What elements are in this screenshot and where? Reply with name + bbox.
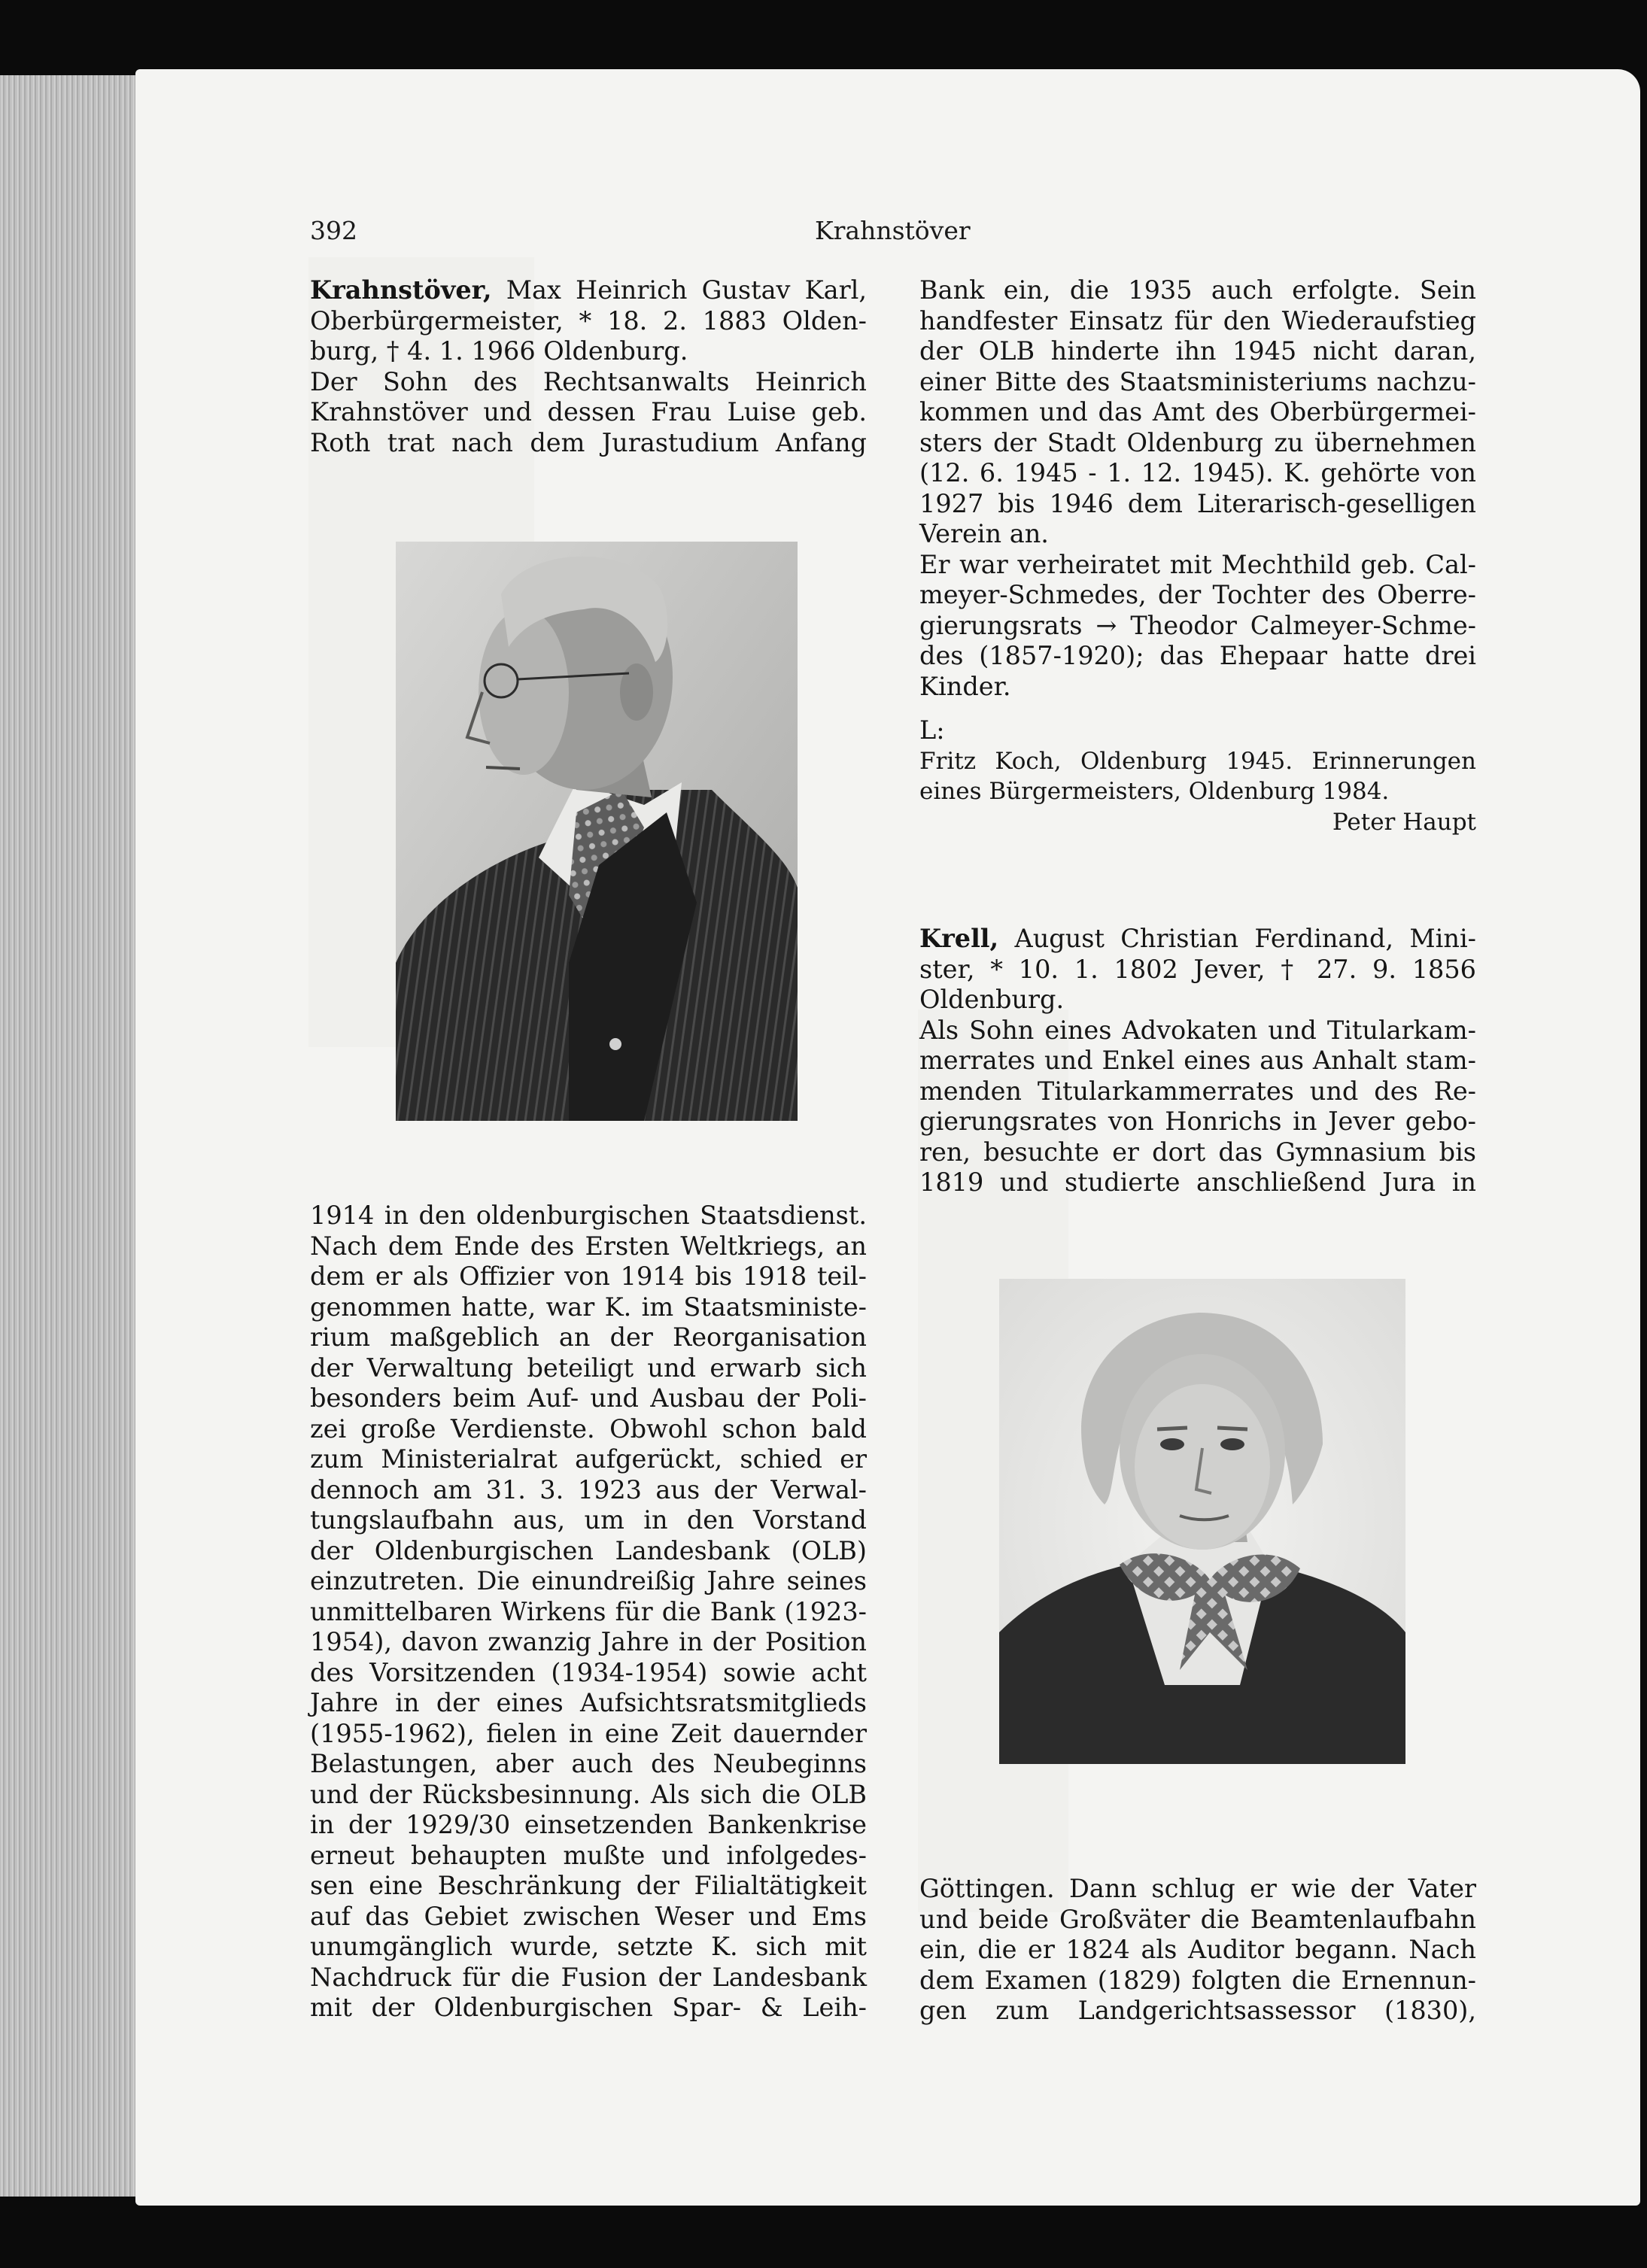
text-line: Bank ein, die 1935 auch erfolgte. Sein	[919, 275, 1476, 305]
text-line: auf das Gebiet zwischen Weser und Ems	[310, 1901, 867, 1931]
text-line: zum Ministerialrat aufgerückt, schied er	[310, 1444, 867, 1474]
text-line: mit der Oldenburgischen Spar- & Leih-	[310, 1993, 867, 2022]
text-line: (1955-1962), fielen in eine Zeit dauernder	[310, 1718, 867, 1748]
text-line: Verein an.	[919, 519, 1049, 548]
text-line: Nachdruck für die Fusion der Landesbank	[310, 1962, 867, 1992]
text-line: unumgänglich wurde, setzte K. sich mit	[310, 1932, 867, 1961]
text-line: einer Bitte des Staatsministeriums nachzu-	[919, 366, 1476, 396]
text-line: Er war verheiratet mit Mechthild geb. Cal-	[919, 549, 1476, 579]
text-line: unmittelbaren Wirkens für die Bank (1923-	[310, 1596, 867, 1626]
text-line: Oberbürgermeister, * 18. 2. 1883 Olden-	[310, 305, 867, 335]
portrait-krahnstoever	[396, 542, 798, 1121]
entry-name-krahnstoever: Krahnstöver,	[310, 275, 492, 305]
text-line: 1927 bis 1946 dem Literarisch-geselligen	[919, 488, 1476, 518]
portrait-krell	[999, 1279, 1405, 1764]
text-line: Krahnstöver, Max Heinrich Gustav Karl,	[310, 275, 867, 305]
text-line: 1954), davon zwanzig Jahre in der Position	[310, 1627, 867, 1656]
text-line: menden Titularkammerrates und des Re-	[919, 1076, 1476, 1106]
text-line: Als Sohn eines Advokaten und Titularkam-	[919, 1015, 1476, 1045]
text-line: Jahre in der eines Aufsichtsratsmitglieds	[310, 1688, 867, 1717]
text-line: in der 1929/30 einsetzenden Bankenkrise	[310, 1810, 867, 1839]
text-line: besonders beim Auf- und Ausbau der Poli-	[310, 1383, 867, 1413]
book-page-edges	[0, 75, 143, 2197]
entry-name-krell: Krell,	[919, 924, 999, 953]
author-signature: Peter Haupt	[1332, 808, 1476, 836]
text-line: 1914 in den oldenburgischen Staatsdienst.	[310, 1201, 867, 1230]
text-line: einzutreten. Die einundreißig Jahre seines	[310, 1566, 867, 1595]
text-line: gierungsrats → Theodor Calmeyer-Schme-	[919, 610, 1476, 640]
text-line: des (1857-1920); das Ehepaar hatte drei	[919, 641, 1476, 670]
text-line: der OLB hinderte ihn 1945 nicht daran,	[919, 336, 1476, 366]
text-line: dennoch am 31. 3. 1923 aus der Verwal-	[310, 1474, 867, 1504]
text-line: der Verwaltung beteiligt und erwarb sich	[310, 1353, 867, 1383]
text-line: Krahnstöver und dessen Frau Luise geb.	[310, 397, 867, 427]
krell-body	[919, 1874, 1476, 2027]
text-line: Krell, August Christian Ferdinand, Mini-	[919, 924, 1476, 953]
krahnstoever-intro	[310, 275, 867, 458]
text-line: dem Examen (1829) folgten die Ernennun-	[919, 1965, 1476, 1995]
text-line: Göttingen. Dann schlug er wie der Vater	[919, 1874, 1476, 1903]
text-line: Roth trat nach dem Jurastudium Anfang	[310, 427, 867, 457]
text-line: und der Rücksbesinnung. Als sich die OLB	[310, 1779, 867, 1809]
text-line: ren, besuchte er dort das Gymnasium bis	[919, 1137, 1476, 1167]
text-line: handfester Einsatz für den Wiederaufstieg	[919, 305, 1476, 335]
text-line: dem er als Offizier von 1914 bis 1918 teil-	[310, 1262, 867, 1291]
text-line: Kinder.	[919, 671, 1011, 701]
text-line: erneut behaupten mußte und infolgedes-	[310, 1840, 867, 1870]
text-line: Nach dem Ende des Ersten Weltkriegs, an	[310, 1231, 867, 1261]
text-line: Belastungen, aber auch des Neubeginns	[310, 1749, 867, 1778]
krahnstoever-body	[310, 1201, 867, 2024]
text-line: und beide Großväter die Beamtenlaufbahn	[919, 1904, 1476, 1934]
text-line: 1819 und studierte anschließend Jura in	[919, 1167, 1476, 1197]
running-title: Krahnstöver	[815, 216, 971, 245]
literature-label: L:	[919, 715, 945, 745]
text-line: meyer-Schmedes, der Tochter des Oberre-	[919, 580, 1476, 609]
text-line: rium maßgeblich an der Reorganisation	[310, 1322, 867, 1352]
text-line: sters der Stadt Oldenburg zu übernehmen	[919, 427, 1476, 457]
text-line: der Oldenburgischen Landesbank (OLB)	[310, 1535, 867, 1565]
text-line: gierungsrates von Honrichs in Jever gebo-	[919, 1107, 1476, 1136]
text-line: gen zum Landgerichtsassessor (1830),	[919, 1996, 1476, 2025]
text-line: Der Sohn des Rechtsanwalts Heinrich	[310, 366, 867, 396]
krell-intro	[919, 924, 1476, 1198]
literature-line: eines Bürgermeisters, Oldenburg 1984.	[919, 778, 1390, 805]
text-line: zei große Verdienste. Obwohl schon bald	[310, 1413, 867, 1444]
page-number: 392	[310, 216, 357, 245]
text-line: ein, die er 1824 als Auditor begann. Nach	[919, 1935, 1476, 1964]
text-line: sen eine Beschränkung der Filialtätigkeit	[310, 1871, 867, 1900]
text-line: kommen und das Amt des Oberbürgermei-	[919, 397, 1476, 427]
text-line: ster, * 10. 1. 1802 Jever, † 27. 9. 1856	[919, 954, 1476, 984]
text-line: merrates und Enkel eines aus Anhalt stam-	[919, 1046, 1476, 1075]
text-line: tungslaufbahn aus, um in den Vorstand	[310, 1505, 867, 1535]
krahnstoever-continuation	[919, 275, 1476, 837]
text-line: (12. 6. 1945 - 1. 12. 1945). K. gehörte von	[919, 458, 1476, 487]
text-line: des Vorsitzenden (1934-1954) sowie acht	[310, 1657, 867, 1687]
literature-line: Fritz Koch, Oldenburg 1945. Erinnerungen	[919, 747, 1476, 775]
text-line: genommen hatte, war K. im Staatsministe-	[310, 1292, 867, 1322]
text-line: Oldenburg.	[919, 985, 1065, 1014]
text-line: burg, † 4. 1. 1966 Oldenburg.	[310, 336, 688, 366]
